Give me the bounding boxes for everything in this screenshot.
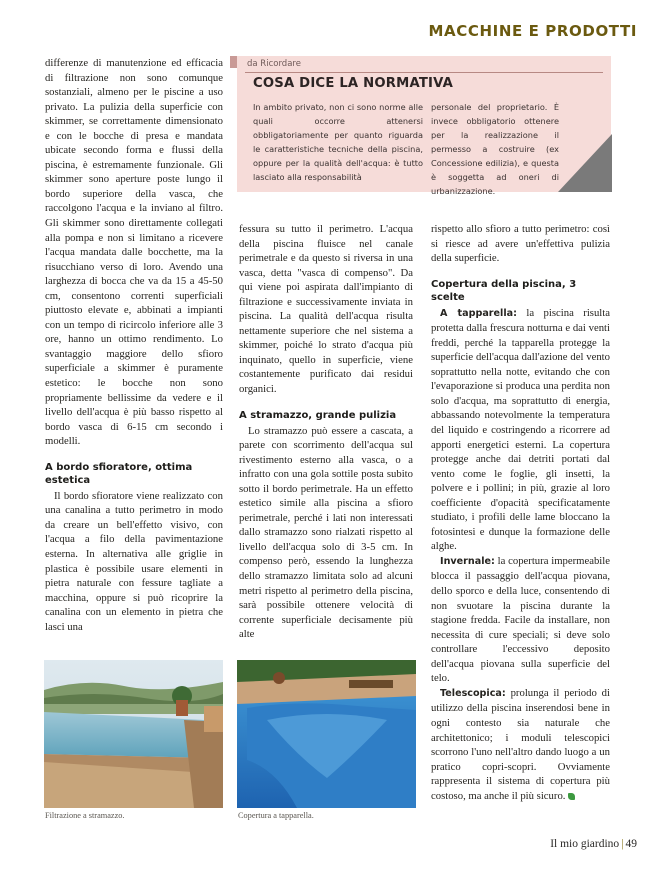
- normativa-box: [237, 56, 611, 196]
- subheading: Copertura della piscina, 3 scelte: [431, 278, 577, 303]
- paragraph: [431, 686, 610, 803]
- footer-separator: |: [621, 838, 624, 850]
- box-tag: da Ricordare: [247, 59, 301, 69]
- paragraph-text: la piscina risulta protetta dalla frescura notturna e dai venti freddi, perché la tapparella protegge la superficie dell'acqua dall'azione del vento soprattutto nella notte, evitando che con l'evaporazione si produca una perdita non solo d'acqua, ma soprattutto di energia, abbassando notevolmente la temperatura del liquido e costringendo a ricorrere ad apporti energetici esterni. La copertura protegge anche dai detriti portati dal vento come le foglie, gli insetti, la polvere e i pollini; in più, grazie al loro coefficiente d'opacità specificatamente studiato, i profili delle lame bloccano la fotosintesi e dunque la formazione delle alghe.: [431, 306, 610, 553]
- term: Invernale:: [440, 555, 495, 567]
- photo-covered-pool: [237, 660, 416, 808]
- paragraph: [431, 306, 610, 554]
- paragraph: Lo stramazzo può essere a cascata, a parete con scorrimento dell'acqua sul rivestimento esterno alla vasca, o a infratto con una gola sottile posta subito sotto il bordo perimetrale. Ha un effetto estetico simile alla piscina a sfioro perimetrale, perché i lati non interessati dallo stramazzo sono rialzati rispetto al livello dell'acqua solo di 3-5 cm. In compenso però, essendo la lunghezza dello stramazzo limitata solo ad alcuni metri rispetto al perimetro della piscina, sarà possibile ottenere velocità di corrente superficiale decisamente più alte: [239, 424, 413, 641]
- box-flag: [230, 56, 237, 68]
- term: A tapparella:: [440, 307, 517, 319]
- article-column-2: [239, 222, 413, 642]
- box-rule: [245, 72, 603, 73]
- paragraph-text: prolunga il periodo di utilizzo della piscina inserendosi bene in ogni contesto sia naturale che architettonico; i moduli telescopici scorrono l'uno nell'altro dando luogo a un pratico copri-scopri. Ovviamente rappresenta il sistema di copertura più costoso, ma anche il più sicuro.: [431, 686, 610, 802]
- subheading: A bordo sfioratore, ottima estetica: [45, 461, 193, 486]
- subheading: A stramazzo, grande pulizia: [239, 409, 397, 421]
- magazine-name: Il mio giardino: [550, 838, 620, 850]
- section-header: MACCHINE E PRODOTTI: [428, 22, 637, 40]
- end-leaf-icon: [568, 793, 575, 800]
- box-title: COSA DICE LA NORMATIVA: [253, 76, 454, 91]
- paragraph: rispetto allo sfioro a tutto perimetro: così si riesce ad avere un'effettiva pulizia della superficie.: [431, 223, 610, 265]
- paragraph: Il bordo sfioratore viene realizzato con una canalina a tutto perimetro in modo da creare un bell'effetto visivo, con l'acqua a filo della pavimentazione esterna. In alternativa alle griglie in plastica è possibile usare elementi in pietra naturale con fessure tagliate a macchina, oppure si può ricoprire la canalina con un elemento in pietra che lasci una: [45, 489, 223, 633]
- page-corner-decoration: [558, 134, 612, 192]
- paragraph-text: la copertura impermeabile blocca il passaggio dell'acqua piovana, dello sporco e della luce, consentendo di non svuotare la piscina durante la stagione fredda. Facile da installare, non necessita di cure speciali; si deve solo controllare l'eccessivo deposito dell'acqua piovana sulla superficie del telo.: [431, 554, 610, 685]
- article-column-3: [431, 222, 610, 803]
- paragraph: fessura su tutto il perimetro. L'acqua della piscina fluisce nel canale perimetrale e da questo si riversa in una vasca, detta "vasca di compenso". Da qui viene poi aspirata dall'impianto di filtrazione e successivamente inviata in piscina. La qualità dell'acqua risulta nettamente superiore che nel sistema a skimmer, poiché lo strato d'acqua più inquinato, quello in superficie, viene costantemente purificato dai residui organici.: [239, 223, 413, 396]
- page-footer: [550, 838, 637, 850]
- paragraph: differenze di manutenzione ed efficacia di filtrazione non sono comunque sostanziali, almeno per le piscine a uso privato. La pulizia della superficie con skimmer, se correttamente dimensionato e con le bocche di presa e mandata ubicate secondo forma e flussi della piscina, è estremamente funzionale. Gli skimmer sono aperture poste lungo il bordo superiore della vasca, che raccolgono l'acqua e la inviano al filtro. Gli skimmer sono direttamente collegati alla pompa e non si limitano a ricevere l'acqua mandata dalle bocchette, ma la risucchiano verso di loro. Avendo una larghezza di bocca che va da 15 a 45-50 cm, consentono correnti superficiali piuttosto elevate e, abbinati a impianti con un tempo di ricircolo inferiore alle 3 ore, hanno un ottimo rendimento. Lo svantaggio maggiore dello sfioro superficiale a skimmer è puramente estetico: le bocche non sono propriamente bellissime da vedere e il livello dell'acqua è più basso rispetto al bordo vasca di 6-15 cm secondo i modelli.: [45, 57, 223, 448]
- photo-caption: Copertura a tapparella.: [238, 811, 314, 820]
- article-column-1: [45, 56, 223, 634]
- term: Telescopica:: [440, 687, 506, 699]
- box-text-1: In ambito privato, non ci sono norme alle quali occorre attenersi obbligatoriamente per quanto riguarda le caratteristiche tecniche della piscina, oppure per la qualità dell'acqua: è tutto lasciato alla responsabilità: [253, 102, 423, 182]
- box-text-2: personale del proprietario. È invece obbligatorio ottenere per la realizzazione il permesso a costruire (ex Concessione edilizia), e questa è soggetta ad oneri di urbanizzazione.: [431, 102, 559, 196]
- photo-caption: Filtrazione a stramazzo.: [45, 811, 125, 820]
- page-number: 49: [625, 838, 637, 850]
- photo-infinity-pool: [44, 660, 223, 808]
- paragraph: [431, 554, 610, 686]
